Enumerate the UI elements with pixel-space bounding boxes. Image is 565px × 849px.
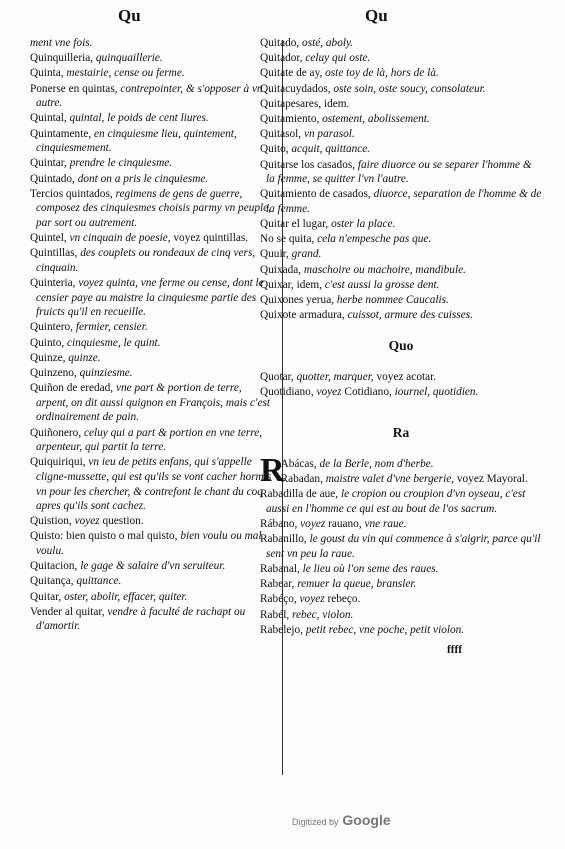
- entry-gloss: voyez: [74, 515, 103, 528]
- entry-gloss: voyez: [299, 593, 328, 606]
- entry-headword: Quinto,: [30, 336, 68, 349]
- entry-gloss: cuissot, armure des cuisses.: [347, 309, 473, 322]
- dictionary-entry: [260, 562, 542, 577]
- entry-headword: Quitapesares,: [260, 97, 324, 110]
- entry-gloss: bien voulu ou mal voulu.: [36, 530, 262, 558]
- entry-headword: Quinteria,: [30, 277, 79, 290]
- entry-gloss: oster, abolir, effacer, quiter.: [64, 590, 188, 603]
- entry-gloss: voyez: [300, 518, 329, 531]
- entry-headword: Quiquiriqui,: [30, 456, 89, 469]
- dictionary-entry: [260, 293, 542, 308]
- dictionary-entry: [30, 455, 274, 513]
- section-heading-ra: Ra: [392, 425, 410, 441]
- entry-gloss: ment vne fois.: [30, 37, 93, 49]
- entry-headword: Quitança,: [30, 575, 77, 588]
- dictionary-entry: [260, 66, 542, 81]
- dictionary-entry: [30, 426, 274, 455]
- entry-gloss: celuy qui oste.: [305, 52, 371, 65]
- entry-headword: voyez quintillas.: [173, 232, 249, 245]
- dictionary-entry: [30, 156, 274, 171]
- entry-headword: Ponerse en quintas,: [30, 82, 121, 95]
- entry-headword: Quinze,: [30, 351, 69, 364]
- dictionary-entry: [260, 51, 542, 66]
- dictionary-entry: [30, 514, 274, 529]
- dictionary-entry: [260, 577, 542, 592]
- dictionary-entry: [260, 623, 542, 638]
- entry-gloss: osté, aboly.: [302, 37, 354, 49]
- entry-gloss: quittance.: [76, 575, 122, 588]
- entry-gloss: maschoire ou machoire, mandibule.: [303, 263, 466, 276]
- entry-headword: Quintar,: [30, 157, 70, 170]
- entry-headword: Quitasol,: [260, 128, 304, 141]
- dictionary-entry: [260, 247, 542, 262]
- dictionary-entry: [30, 605, 274, 634]
- entry-headword: Quintamente,: [30, 127, 94, 140]
- dictionary-entry: [30, 231, 274, 246]
- dictionary-entry: [260, 608, 542, 623]
- dictionary-entry: [260, 487, 542, 516]
- dictionary-entry: [260, 36, 542, 51]
- entry-gloss: regimens de gens de guerre, composez des cinquiesmes choisis parmy vn peuple, par sort ou autrement.: [36, 187, 271, 229]
- entry-gloss: le goust du vin qui commence à s'aigrir, parce qu'il sent vn peu la raue.: [266, 533, 541, 560]
- entry-gloss: le lieu où l'on seme des raues.: [302, 563, 439, 576]
- entry-headword: Abácas,: [280, 457, 320, 470]
- entry-gloss: vendre à faculté de rachapt ou d'amortir.: [36, 605, 246, 633]
- running-header-right: Qu: [365, 6, 388, 25]
- entry-headword: No se quita,: [260, 233, 318, 246]
- entry-headword: Quitamiento,: [260, 112, 323, 125]
- entry-headword: Vender al quitar,: [30, 605, 108, 618]
- dictionary-entry: [30, 320, 274, 335]
- entry-gloss: oster la place.: [331, 218, 396, 231]
- digitized-watermark: [292, 812, 391, 828]
- watermark-brand: Google: [342, 812, 391, 828]
- entry-headword: Quitador,: [260, 52, 306, 65]
- entry-gloss: oste soin, oste soucy, consolateur.: [333, 82, 486, 95]
- entry-gloss: en cinquiesme lieu, quintement, cinquiesmement.: [36, 127, 237, 155]
- entry-gloss: maistre valet d'vne bergerie,: [325, 473, 457, 486]
- entry-headword: question.: [102, 515, 144, 528]
- entry-headword: Rabadilla de aue,: [260, 488, 341, 501]
- entry-headword: Tercios quintados,: [30, 187, 116, 200]
- entry-headword: Rábano,: [260, 518, 301, 531]
- left-column: [30, 36, 274, 635]
- dictionary-entry: [260, 158, 542, 187]
- entry-gloss: ostement, abolissement.: [322, 112, 430, 125]
- entry-headword: Quintel,: [30, 232, 70, 245]
- dictionary-entry: [260, 592, 542, 607]
- entry-headword: Quinta,: [30, 67, 67, 80]
- entry-headword: Quiñon de eredad,: [30, 382, 116, 395]
- dictionary-entry: [260, 142, 542, 157]
- dictionary-entry: [260, 370, 542, 385]
- entry-gloss: fermier, censier.: [75, 321, 148, 334]
- entry-headword: voyez Mayoral.: [456, 473, 528, 486]
- dictionary-entry: [260, 263, 542, 278]
- entry-headword: Rabelejo,: [260, 623, 306, 636]
- entry-gloss: remuer la queue, bransler.: [297, 578, 417, 591]
- entry-gloss: voyez: [316, 386, 345, 399]
- entry-headword: Quotar,: [260, 370, 297, 383]
- drop-capital: R: [260, 451, 285, 489]
- entry-headword: Cotidiano,: [344, 386, 395, 399]
- entry-headword: Quitar,: [30, 590, 65, 603]
- dictionary-entry: [260, 472, 542, 487]
- entry-headword: Quixones yerua,: [260, 294, 337, 306]
- entry-headword: Rabanal,: [260, 563, 303, 576]
- dictionary-entry: [260, 217, 542, 232]
- entry-gloss: celuy qui a part & portion en vne terre, arpenteur, qui partit la terre.: [36, 426, 263, 454]
- dictionary-entry: [30, 172, 274, 187]
- entry-gloss: cela n'empesche pas que.: [317, 233, 432, 246]
- dictionary-entry: [30, 66, 274, 81]
- dictionary-entry: [260, 187, 542, 216]
- ra-entries: [260, 451, 542, 637]
- entry-headword: Rabanillo,: [260, 533, 310, 546]
- entry-headword: idem,: [296, 278, 325, 291]
- entry-gloss: iournel, quotidien.: [394, 386, 479, 399]
- entry-gloss: rebec, violon.: [292, 608, 354, 621]
- entry-headword: Rabear,: [260, 578, 298, 591]
- dictionary-entry: [30, 111, 274, 126]
- entry-gloss: vne part & portion de terre, arpent, on dit aussi quignon en François, mais c'est ordinairement de pain.: [36, 382, 270, 424]
- dictionary-entry: [260, 278, 542, 293]
- entry-gloss: vne raue.: [364, 518, 407, 531]
- dictionary-entry: [30, 574, 274, 589]
- entry-headword: Rabél,: [260, 608, 292, 621]
- dictionary-entry: [260, 127, 542, 142]
- entry-headword: Quinquilleria,: [30, 52, 96, 65]
- entry-gloss: dont on a pris le cinquiesme.: [77, 172, 209, 185]
- entry-gloss: oste toy de là, hors de là.: [325, 67, 439, 80]
- entry-headword: Quitate de ay,: [260, 67, 326, 80]
- dictionary-entry: [30, 82, 274, 111]
- qu-entries: [260, 36, 542, 323]
- entry-gloss: herbe nommee Caucalis.: [336, 294, 449, 306]
- entry-headword: Quitamiento de casados,: [260, 188, 374, 201]
- entry-gloss: prendre le cinquiesme.: [69, 157, 173, 170]
- quo-entries: [260, 370, 542, 400]
- entry-headword: Quitarse los casados,: [260, 158, 358, 171]
- entry-gloss: acquit, quittance.: [291, 143, 371, 156]
- entry-gloss: le cropion ou croupion d'vn oyseau, c'est aussi en l'homme ce qui est au bout de l'os sacrum.: [266, 488, 526, 515]
- entry-gloss: vn ieu de petits enfans, qui s'appelle cligne-mussette, qui est qu'ils se vont cacher hormis vn pour les chercher, & contrefont le chant du coq apres qu'ils sont cachez.: [36, 456, 272, 513]
- entry-gloss: c'est aussi la grosse dent.: [324, 278, 440, 291]
- entry-gloss: voyez quinta, vne ferme ou cense, dont le censier paye au maistre la cinquiesme partie des fruicts qu'il en recueille.: [36, 277, 264, 319]
- dictionary-entry: [30, 276, 274, 320]
- entry-gloss: petit rebec, vne poche, petit violon.: [305, 623, 465, 636]
- entry-gloss: quintal, le poids de cent liures.: [69, 112, 209, 125]
- entry-gloss: quinquaillerie.: [95, 52, 163, 65]
- dictionary-entry: [30, 36, 274, 51]
- entry-headword: voyez acotar.: [376, 370, 437, 383]
- entry-headword: rebeço.: [327, 593, 361, 606]
- entry-gloss: mestairie, cense ou ferme.: [66, 67, 185, 80]
- dictionary-entry: [30, 51, 274, 66]
- entry-gloss: diuorce, separation de l'homme & de la femme.: [266, 188, 542, 215]
- dictionary-entry: [30, 381, 274, 425]
- entry-headword: Quintado,: [30, 172, 78, 185]
- section-heading-quo: Quo: [388, 338, 414, 354]
- dictionary-entry: [260, 385, 542, 400]
- dictionary-entry: [260, 308, 542, 323]
- dictionary-entry: [30, 559, 274, 574]
- entry-gloss: quotter, marquer,: [296, 370, 377, 383]
- entry-gloss: le gage & salaire d'vn seruiteur.: [80, 560, 226, 573]
- entry-headword: Quito,: [260, 143, 292, 156]
- dictionary-entry: [30, 366, 274, 381]
- entry-headword: Quintillas,: [30, 247, 81, 260]
- dictionary-entry: [260, 517, 542, 532]
- entry-headword: idem.: [324, 97, 350, 110]
- dictionary-entry: [260, 532, 542, 561]
- entry-gloss: de la Berle, nom d'herbe.: [319, 457, 434, 470]
- right-column: [260, 36, 542, 658]
- entry-headword: Quixada,: [260, 263, 304, 276]
- entry-gloss: quinziesme.: [79, 366, 133, 379]
- entry-headword: Quiñonero,: [30, 426, 84, 439]
- entry-gloss: des couplets ou rondeaux de cinq vers, cinquain.: [36, 247, 256, 274]
- entry-headword: Quuir,: [260, 248, 292, 261]
- dictionary-entry: [260, 232, 542, 247]
- entry-headword: Quistion,: [30, 515, 75, 528]
- entry-gloss: vn cinquain de poesie,: [69, 232, 174, 245]
- dictionary-entry: [30, 590, 274, 605]
- entry-headword: Quotidiano,: [260, 386, 317, 399]
- entry-headword: rauano,: [328, 518, 365, 531]
- entry-headword: Quixar,: [260, 278, 297, 291]
- entry-headword: Quitado,: [260, 37, 303, 49]
- dictionary-entry: [30, 127, 274, 156]
- entry-headword: Quintal,: [30, 112, 70, 125]
- entry-headword: Quintero,: [30, 321, 76, 334]
- dictionary-entry: [260, 97, 542, 112]
- dictionary-entry: [260, 112, 542, 127]
- entry-gloss: faire diuorce ou se separer l'homme & la femme, se quitter l'vn l'autre.: [266, 158, 532, 186]
- dictionary-entry: [30, 246, 274, 275]
- entry-headword: Quisto: bien quisto o mal quisto,: [30, 530, 181, 543]
- entry-gloss: quinze.: [68, 351, 101, 364]
- entry-gloss: contrepointer, & s'opposer à vn autre.: [36, 82, 263, 110]
- dictionary-entry: [30, 336, 274, 351]
- entry-headword: Rabéço,: [260, 593, 300, 606]
- entry-gloss: vn parasol.: [303, 128, 355, 141]
- entry-headword: Quitar el lugar,: [260, 218, 332, 231]
- signature-mark: ffff: [446, 644, 462, 657]
- dictionary-entry: [30, 187, 274, 231]
- entry-gloss: cinquiesme, le quint.: [67, 336, 161, 349]
- entry-headword: Quitacuydados,: [260, 82, 334, 95]
- watermark-prefix: Digitized by: [292, 817, 339, 827]
- entry-headword: Quixote armadura,: [260, 309, 348, 322]
- dictionary-entry: [260, 82, 542, 97]
- entry-gloss: grand.: [291, 248, 322, 261]
- entry-headword: Quitacion,: [30, 560, 81, 573]
- dictionary-entry: [30, 351, 274, 366]
- running-header-left: Qu: [118, 6, 141, 25]
- entry-headword: Quinzeno,: [30, 366, 80, 379]
- dictionary-entry: [30, 529, 274, 558]
- entry-headword: Rabadan,: [280, 473, 326, 486]
